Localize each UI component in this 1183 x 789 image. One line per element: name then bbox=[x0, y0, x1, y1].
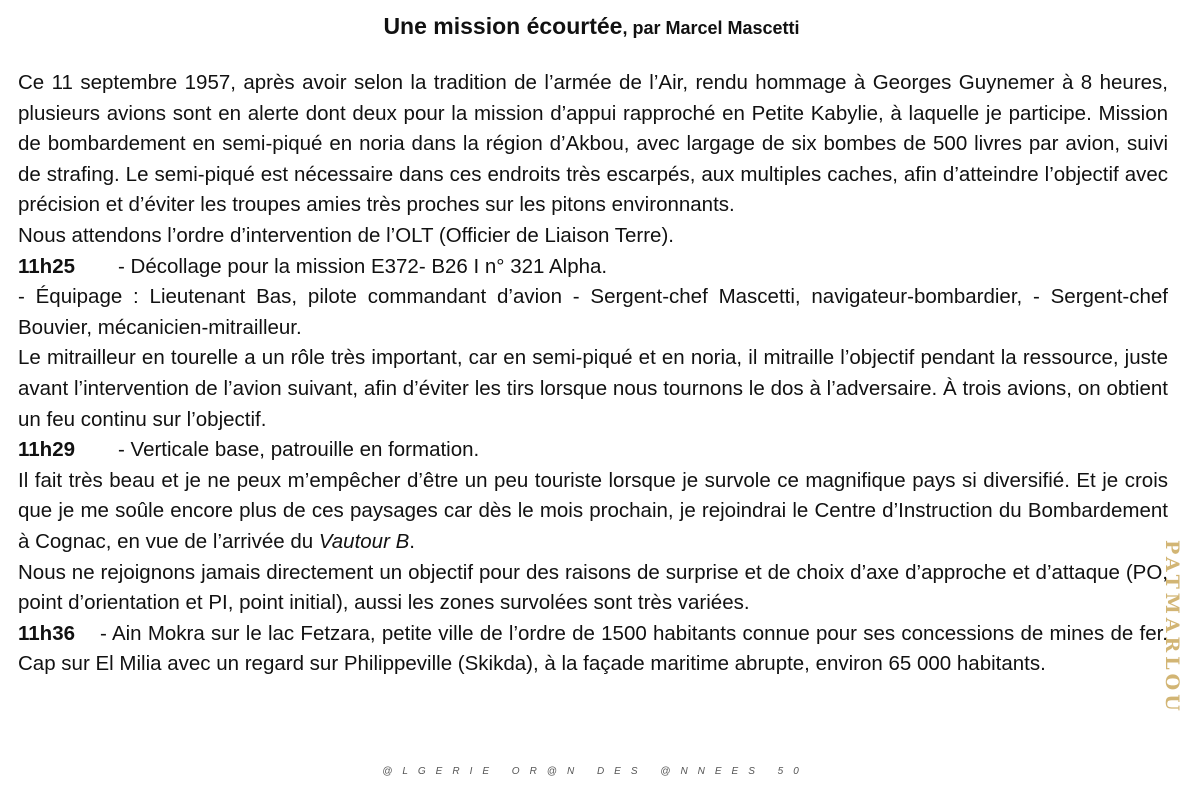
watermark-logo bbox=[1161, 540, 1183, 755]
paragraph: Le mitrailleur en tourelle a un rôle très important, car en semi-piqué et en noria, il mitraille l’objectif pendant la ressource, juste avant l’intervention de l’avion suivant, afin d’éviter les tirs lorsque nous tournons le dos à l’adversaire. À trois avions, on obtient un feu continu sur l’objectif. bbox=[18, 346, 1168, 431]
log-time: 11h25 bbox=[18, 254, 75, 278]
paragraph bbox=[18, 466, 1168, 558]
paragraph: - Équipage : Lieutenant Bas, pilote commandant d’avion - Sergent-chef Mascetti, navigateur-bombardier, - Sergent-chef Bouvier, mécanicien-mitrailleur. bbox=[18, 285, 1168, 339]
log-text: - Verticale base, patrouille en formation. bbox=[118, 438, 480, 462]
paragraph: Nous attendons l’ordre d’intervention de l’OLT (Officier de Liaison Terre). bbox=[18, 223, 674, 247]
log-time: 11h36 bbox=[18, 621, 75, 645]
watermark-text: PATMARLOU bbox=[1161, 540, 1183, 715]
log-text: - Décollage pour la mission E372- B26 I n° 321 Alpha. bbox=[118, 254, 608, 278]
aircraft-name: Vautour B bbox=[318, 529, 410, 553]
paragraph: Ce 11 septembre 1957, après avoir selon la tradition de l’armée de l’Air, rendu hommage à Georges Guynemer à 8 heures, plusieurs avions sont en alerte dont deux pour la mission d’appui rapproché en Petite Kabylie, à laquelle je participe. Mission de bombardement en semi-piqué en noria dans la région d’Akbou, avec largage de six bombes de 500 livres par avion, suivi de strafing. Le semi-piqué est nécessaire dans ces endroits très escarpés, aux multiples caches, afin d’atteindre l’objectif avec précision et d’éviter les troupes amies très proches sur les pitons environnants. bbox=[18, 71, 1168, 217]
title-main: Une mission écourtée bbox=[383, 13, 623, 39]
log-text: - Ain Mokra sur le lac Fetzara, petite ville de l’ordre de 1500 habitants connue pour ses concessions de mines de fer. Cap sur El Milia avec un regard sur Philippeville (Skikda), à la façade maritime abrupte, environ 65 000 habitants. bbox=[18, 621, 1168, 676]
paragraph: Nous ne rejoignons jamais directement un objectif pour des raisons de surprise et de choix d’axe d’approche et d’attaque (PO, point d’orientation et PI, point initial), aussi les zones survolées sont très variées. bbox=[18, 560, 1168, 615]
footer: @LGERIE OR@N DES @NNEES 50 bbox=[382, 766, 809, 777]
title-byline: , par Marcel Mascetti bbox=[622, 18, 800, 38]
page-title bbox=[0, 11, 1183, 43]
paragraph-end: . bbox=[409, 529, 415, 553]
article-body bbox=[18, 68, 1168, 680]
log-entry bbox=[18, 435, 1168, 466]
log-entry bbox=[18, 619, 1168, 680]
paragraph-text: Il fait très beau et je ne peux m’empêcher d’être un peu touriste lorsque je survole ce magnifique pays si diversifié. Et je crois que je me soûle encore plus de ces paysages car dès le mois prochain, je rejoindrai le Centre d’Instruction du Bombardement à Cognac, en vue de l’arrivée du bbox=[18, 468, 1168, 553]
log-time: 11h29 bbox=[18, 438, 75, 462]
log-entry bbox=[18, 252, 1168, 283]
